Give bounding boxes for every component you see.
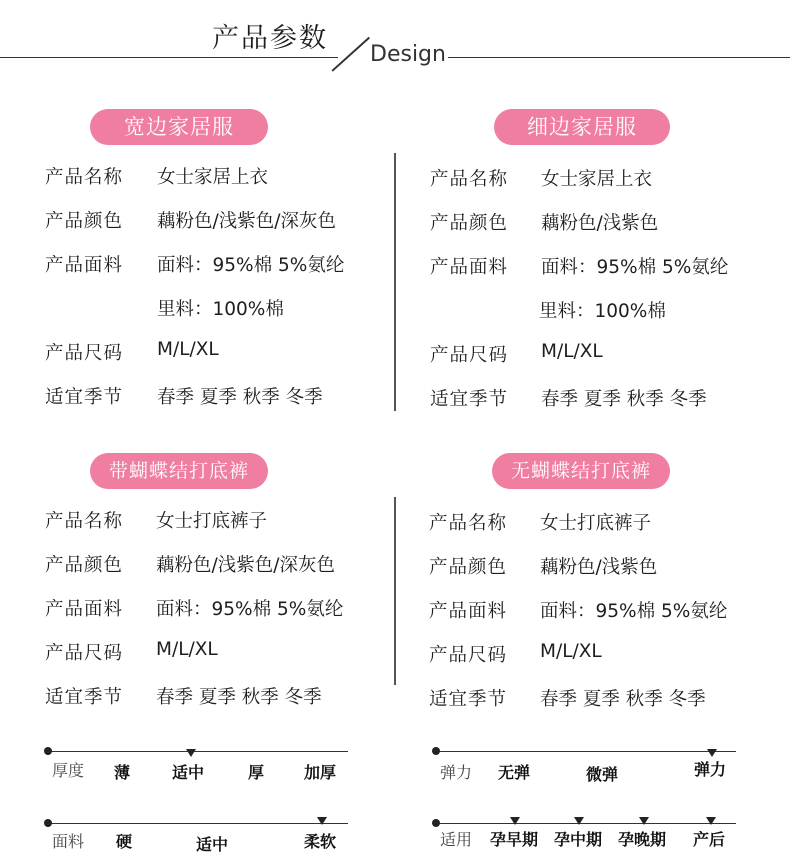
bow-row-5-value: 春季 夏季 秋季 冬季 — [156, 687, 322, 708]
suitable-marker-postpartum — [706, 817, 716, 825]
elasticity-scale-label: 弹力 — [440, 763, 473, 782]
badge-nobow-leggings: 无蝴蝶结打底裤 — [492, 453, 670, 489]
thickness-option-thin: 薄 — [114, 763, 131, 782]
fabric-option-medium: 适中 — [196, 835, 229, 854]
suitable-option-mid: 孕中期 — [554, 830, 603, 849]
thickness-option-thick: 厚 — [248, 763, 265, 782]
fabric-scale-line — [48, 823, 348, 824]
nobow-row-4-label: 产品尺码 — [429, 645, 508, 666]
thin-row-5-value: M/L/XL — [541, 341, 603, 362]
suitable-option-postpartum: 产后 — [693, 830, 726, 849]
nobow-row-5-label: 适宜季节 — [429, 689, 508, 710]
column-divider-top — [394, 153, 396, 411]
badge-thin-loungewear: 细边家居服 — [494, 109, 670, 145]
column-divider-bottom — [394, 497, 396, 685]
nobow-row-3-label: 产品面料 — [429, 601, 508, 622]
elasticity-scale-line — [436, 751, 736, 752]
bow-row-3-label: 产品面料 — [45, 599, 124, 620]
elasticity-selected-marker — [707, 749, 717, 757]
elasticity-option-slight: 微弹 — [586, 765, 619, 784]
page-subtitle: Design — [370, 42, 446, 67]
wide-row-6-label: 适宜季节 — [45, 387, 124, 408]
wide-row-1-label: 产品名称 — [45, 167, 124, 188]
suitable-option-early: 孕早期 — [490, 830, 539, 849]
elasticity-option-none: 无弹 — [498, 763, 531, 782]
suitable-marker-early — [510, 817, 520, 825]
fabric-scale-label: 面料 — [52, 832, 85, 851]
thin-row-2-value: 藕粉色/浅紫色 — [541, 213, 659, 234]
nobow-row-5-value: 春季 夏季 秋季 冬季 — [540, 689, 706, 710]
header-rule-left — [0, 57, 338, 58]
suitable-marker-late — [639, 817, 649, 825]
nobow-row-1-label: 产品名称 — [429, 513, 508, 534]
wide-row-3-label: 产品面料 — [45, 255, 124, 276]
thickness-option-extra-thick: 加厚 — [304, 763, 337, 782]
suitable-marker-mid — [574, 817, 584, 825]
thin-row-2-label: 产品颜色 — [430, 213, 509, 234]
bow-row-1-label: 产品名称 — [45, 511, 124, 532]
bow-row-2-value: 藕粉色/浅紫色/深灰色 — [156, 555, 335, 576]
wide-row-5-label: 产品尺码 — [45, 343, 124, 364]
thickness-scale-start-dot — [44, 747, 52, 755]
badge-wide-loungewear: 宽边家居服 — [90, 109, 268, 145]
wide-row-2-label: 产品颜色 — [45, 211, 124, 232]
fabric-scale-start-dot — [44, 819, 52, 827]
bow-row-3-value: 面料：95%棉 5%氨纶 — [156, 599, 344, 620]
fabric-option-hard: 硬 — [116, 832, 133, 851]
suitable-scale-line — [436, 823, 736, 824]
wide-row-1-value: 女士家居上衣 — [157, 167, 269, 188]
nobow-row-2-value: 藕粉色/浅紫色 — [540, 557, 658, 578]
badge-bow-leggings: 带蝴蝶结打底裤 — [90, 453, 268, 489]
thin-row-6-value: 春季 夏季 秋季 冬季 — [541, 389, 707, 410]
suitable-scale-start-dot — [432, 819, 440, 827]
wide-row-6-value: 春季 夏季 秋季 冬季 — [157, 387, 323, 408]
bow-row-4-value: M/L/XL — [156, 639, 218, 660]
thickness-scale-label: 厚度 — [52, 761, 85, 780]
thin-row-4-value: 里料：100%棉 — [539, 301, 666, 322]
elasticity-option-stretch: 弹力 — [694, 760, 727, 779]
fabric-selected-marker — [317, 817, 327, 825]
fabric-option-soft: 柔软 — [304, 832, 337, 851]
wide-row-3-value: 面料：95%棉 5%氨纶 — [157, 255, 345, 276]
thickness-selected-marker — [186, 749, 196, 757]
page-title: 产品参数 — [212, 23, 328, 54]
suitable-scale-label: 适用 — [440, 830, 473, 849]
wide-row-5-value: M/L/XL — [157, 339, 219, 360]
suitable-option-late: 孕晚期 — [618, 830, 667, 849]
nobow-row-1-value: 女士打底裤子 — [540, 513, 652, 534]
thickness-option-medium: 适中 — [172, 763, 205, 782]
header-slash — [331, 37, 369, 72]
bow-row-2-label: 产品颜色 — [45, 555, 124, 576]
thickness-scale-line — [48, 751, 348, 752]
wide-row-2-value: 藕粉色/浅紫色/深灰色 — [157, 211, 336, 232]
thin-row-6-label: 适宜季节 — [430, 389, 509, 410]
thin-row-1-label: 产品名称 — [430, 169, 509, 190]
header-rule-right — [448, 57, 790, 58]
nobow-row-3-value: 面料：95%棉 5%氨纶 — [540, 601, 728, 622]
nobow-row-2-label: 产品颜色 — [429, 557, 508, 578]
thin-row-3-value: 面料：95%棉 5%氨纶 — [541, 257, 729, 278]
thin-row-3-label: 产品面料 — [430, 257, 509, 278]
thin-row-5-label: 产品尺码 — [430, 345, 509, 366]
nobow-row-4-value: M/L/XL — [540, 641, 602, 662]
wide-row-4-value: 里料：100%棉 — [157, 299, 284, 320]
bow-row-1-value: 女士打底裤子 — [156, 511, 268, 532]
thin-row-1-value: 女士家居上衣 — [541, 169, 653, 190]
bow-row-4-label: 产品尺码 — [45, 643, 124, 664]
bow-row-5-label: 适宜季节 — [45, 687, 124, 708]
elasticity-scale-start-dot — [432, 747, 440, 755]
